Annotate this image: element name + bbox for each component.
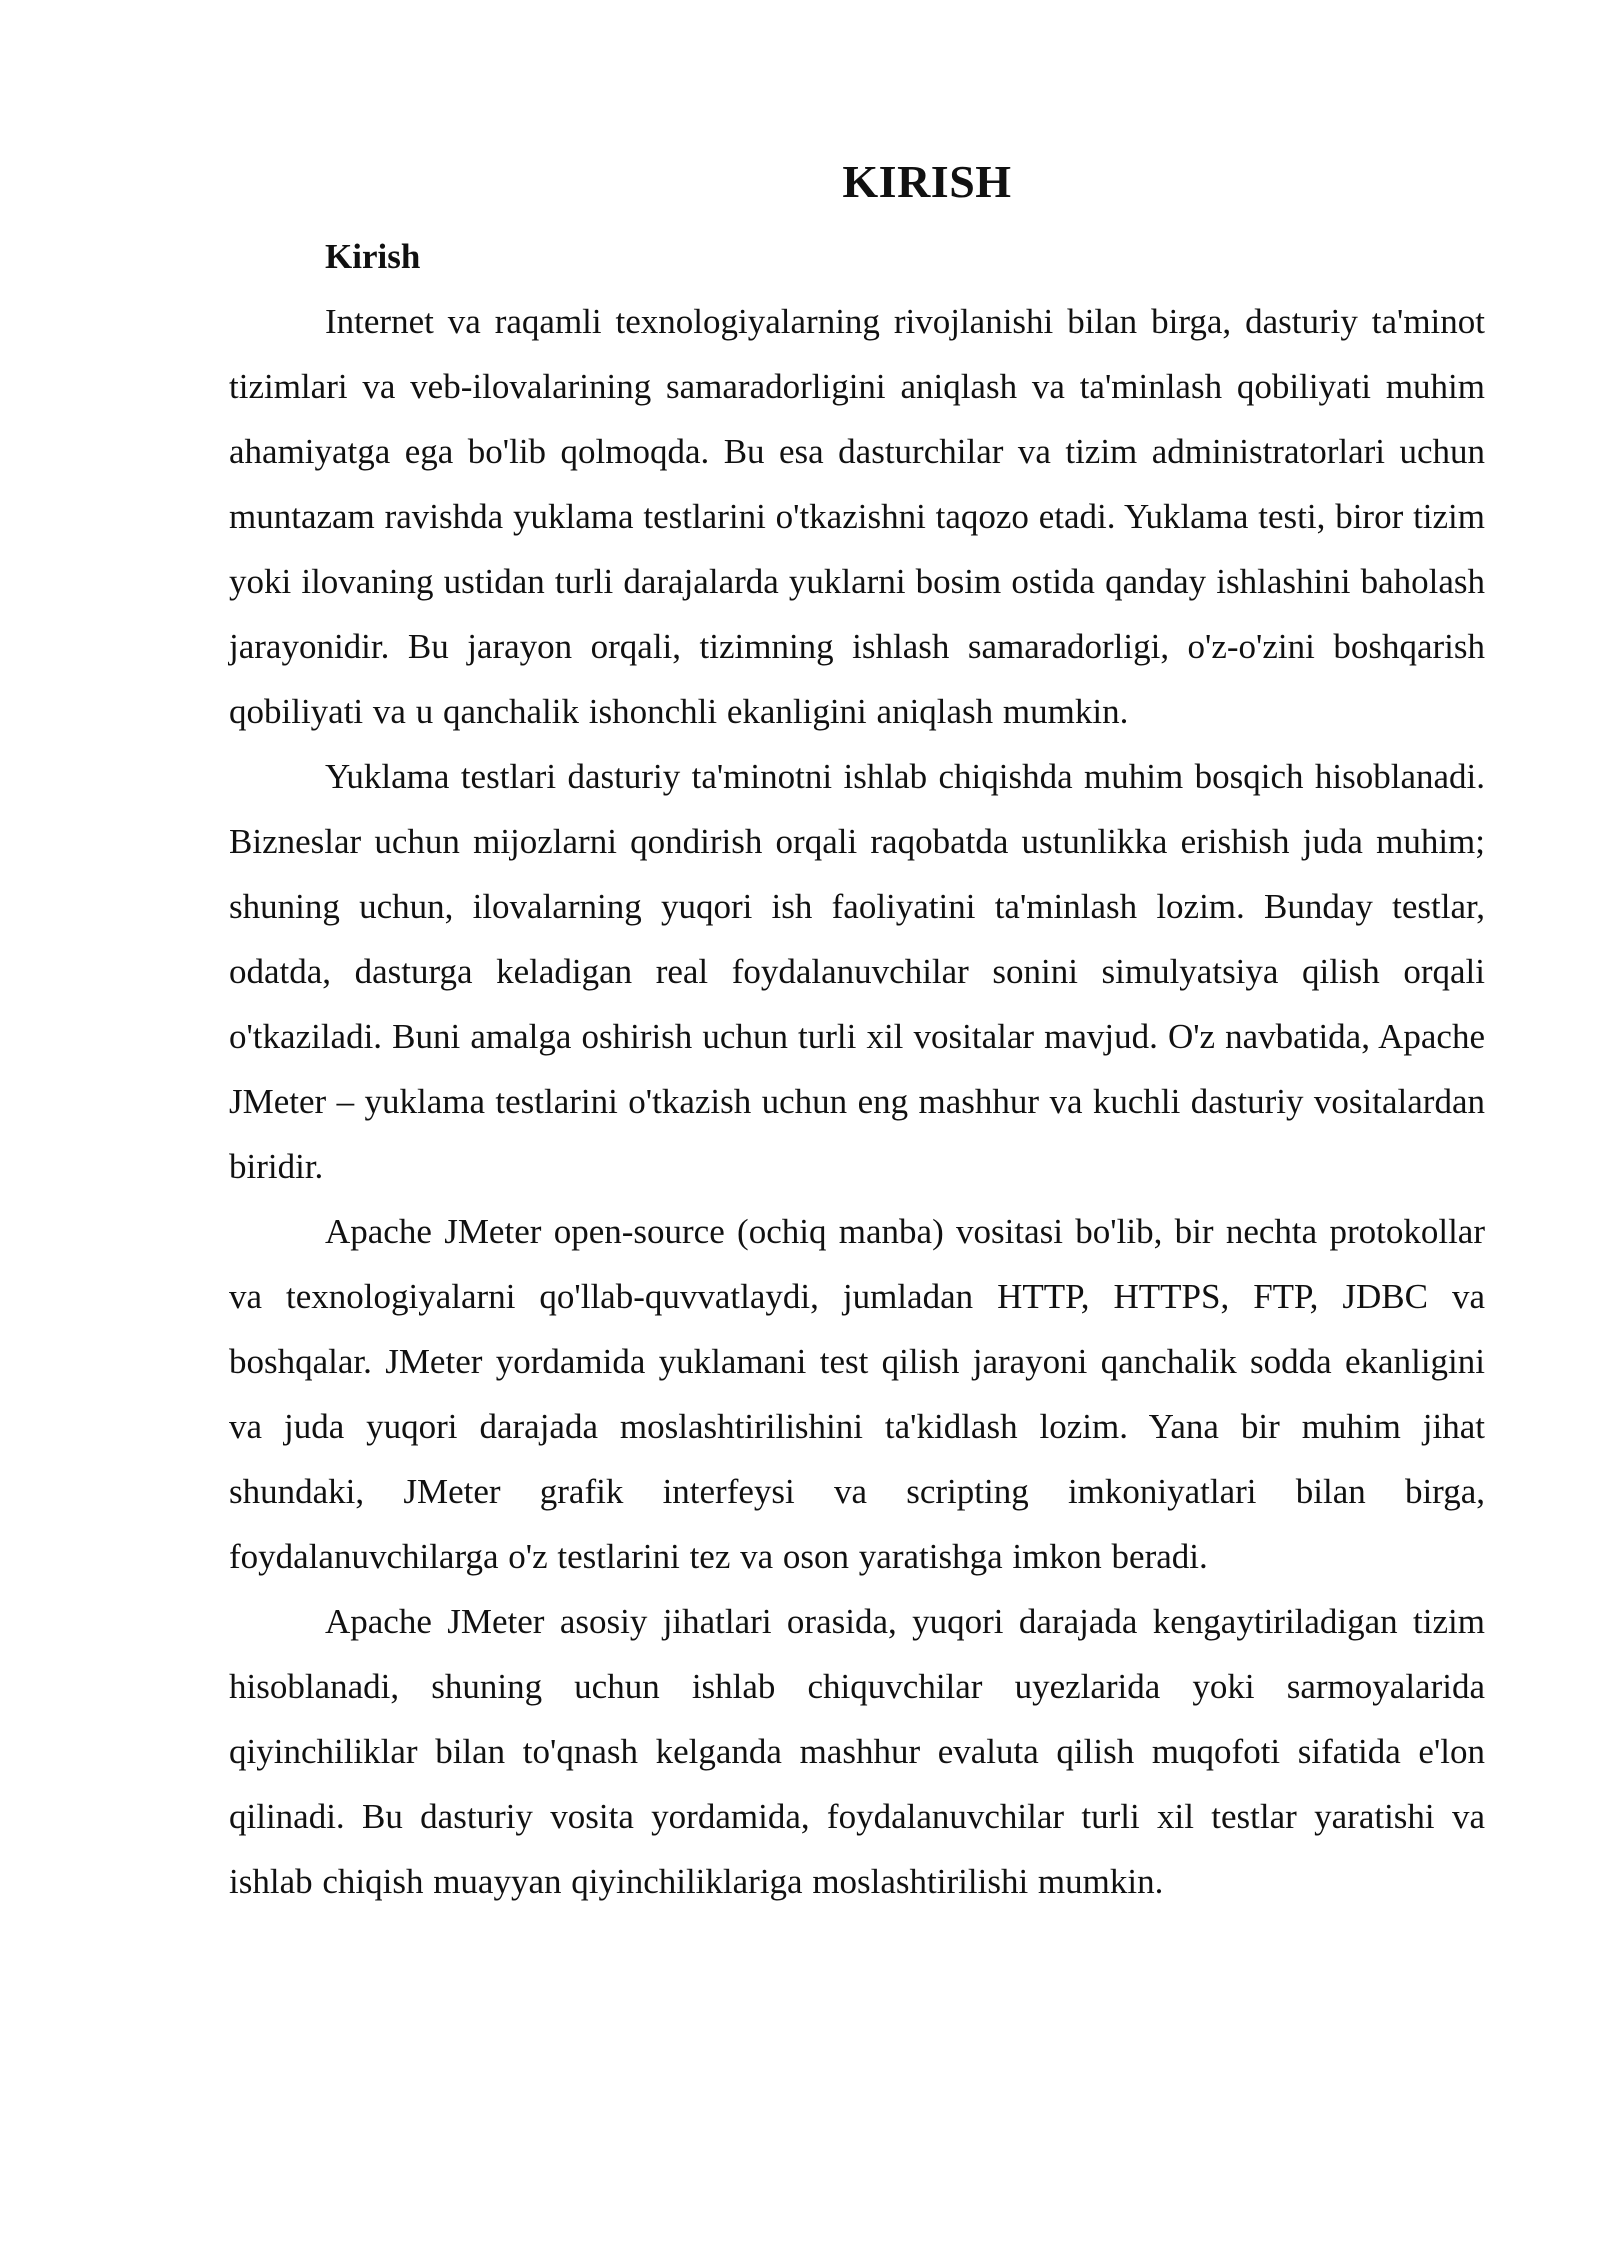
paragraph: Apache JMeter asosiy jihatlari orasida, yuqori darajada kengaytiriladigan tizim hisoblanadi, shuning uchun ishlab chiquvchilar uyezlarida yoki sarmoyalarida qiyinchiliklar bilan to'qnash kelganda mashhur evaluta qilish muqofoti sifatida e'lon qilinadi. Bu dasturiy vosita yordamida, foydalanuvchilar turli xil testlar yaratishi va ishlab chiqish muayyan qiyinchiliklariga moslashtirilishi mumkin.	[229, 1602, 1485, 1901]
section-subheading: Kirish	[325, 237, 421, 276]
document-body	[229, 150, 1485, 1914]
paragraph: Yuklama testlari dasturiy ta'minotni ishlab chiqishda muhim bosqich hisoblanadi. Bizneslar uchun mijozlarni qondirish orqali raqobatda ustunlikka erishish juda muhim; shuning uchun, ilovalarning yuqori ish faoliyatini ta'minlash lozim. Bunday testlar, odatda, dasturga keladigan real foydalanuvchilar sonini simulyatsiya qilish orqali o'tkaziladi. Buni amalga oshirish uchun turli xil vositalar mavjud. O'z navbatida, Apache JMeter – yuklama testlarini o'tkazish uchun eng mashhur va kuchli dasturiy vositalardan biridir.	[229, 757, 1485, 1186]
page-title: KIRISH	[842, 156, 1012, 207]
paragraph: Internet va raqamli texnologiyalarning rivojlanishi bilan birga, dasturiy ta'minot tizimlari va veb-ilovalarining samaradorligini aniqlash va ta'minlash qobiliyati muhim ahamiyatga ega bo'lib qolmoqda. Bu esa dasturchilar va tizim administratorlari uchun muntazam ravishda yuklama testlarini o'tkazishni taqozo etadi. Yuklama testi, biror tizim yoki ilovaning ustidan turli darajalarda yuklarni bosim ostida qanday ishlashini baholash jarayonidir. Bu jarayon orqali, tizimning ishlash samaradorligi, o'z-o'zini boshqarish qobiliyati va u qanchalik ishonchli ekanligini aniqlash mumkin.	[229, 302, 1485, 731]
paragraph: Apache JMeter open-source (ochiq manba) vositasi bo'lib, bir nechta protokollar va texnologiyalarni qo'llab-quvvatlaydi, jumladan HTTP, HTTPS, FTP, JDBC va boshqalar. JMeter yordamida yuklamani test qilish jarayoni qanchalik sodda ekanligini va juda yuqori darajada moslashtirilishini ta'kidlash lozim. Yana bir muhim jihat shundaki, JMeter grafik interfeysi va scripting imkoniyatlari bilan birga, foydalanuvchilarga o'z testlarini tez va oson yaratishga imkon beradi.	[229, 1212, 1485, 1576]
